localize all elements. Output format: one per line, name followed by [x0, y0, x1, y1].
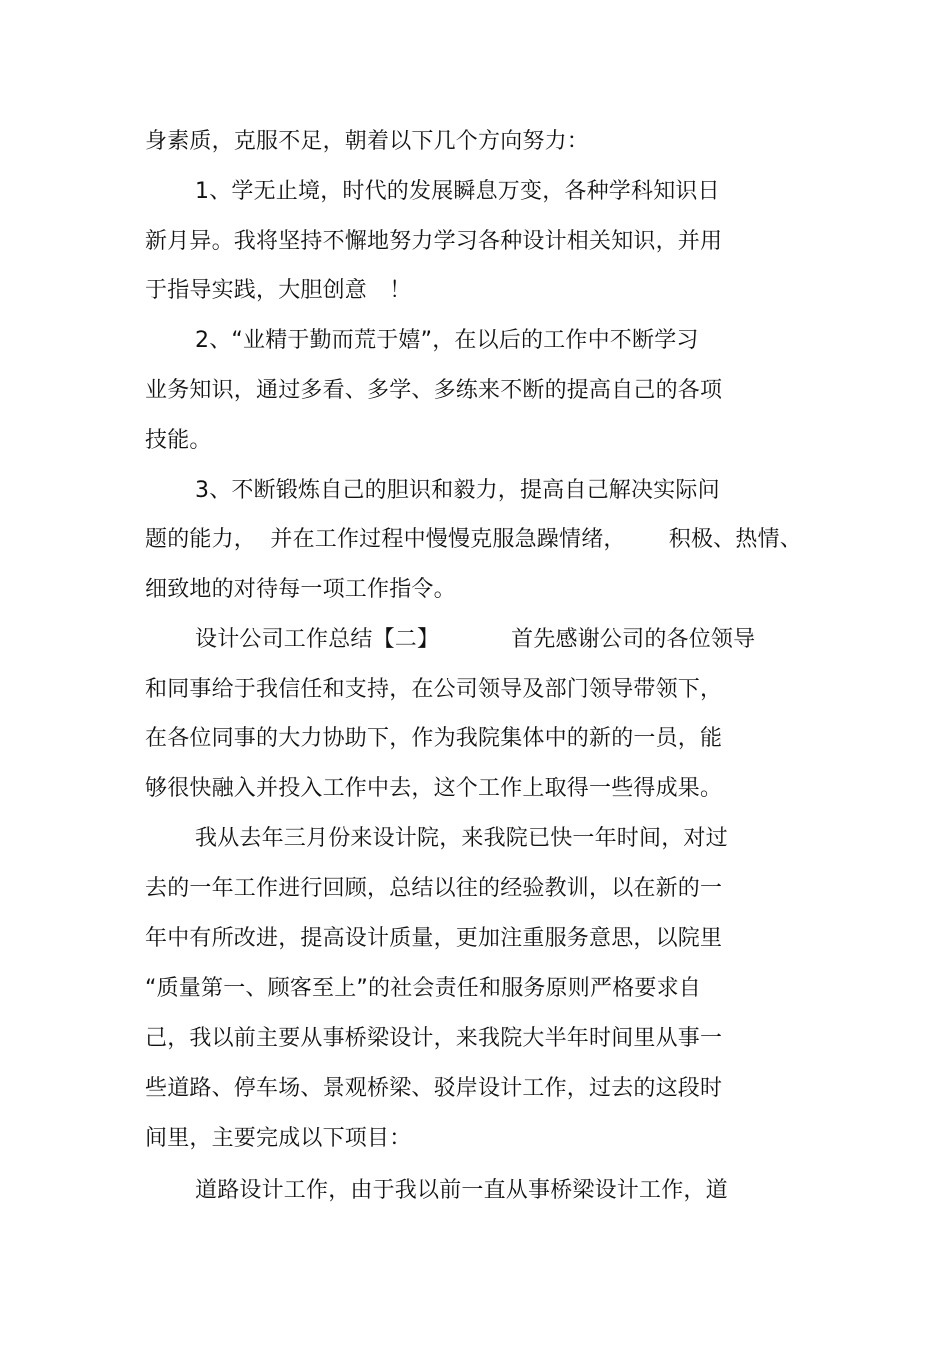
text-line: 2、“业精于勤而荒于嬉”，在以后的工作中不断学习: [195, 328, 699, 353]
text-line: 技能。: [145, 428, 212, 453]
text-line: 业务知识，通过多看、多学、多练来不断的提高自己的各项: [145, 378, 723, 403]
text-line: 间里，主要完成以下项目：: [145, 1126, 412, 1151]
text-line: 够很快融入并投入工作中去，这个工作上取得一些得成果。: [145, 776, 723, 801]
text-line: “质量第一、顾客至上”的社会责任和服务原则严格要求自: [145, 976, 701, 1001]
text-line: 题的能力， 并在工作过程中慢慢克服急躁情绪， 积极、热情、: [145, 527, 802, 552]
text-line: 道路设计工作，由于我以前一直从事桥梁设计工作，道: [195, 1178, 728, 1203]
text-line: 年中有所改进，提高设计质量，更加注重服务意思，以院里: [145, 926, 723, 951]
text-line: 我从去年三月份来设计院，来我院已快一年时间，对过: [195, 826, 728, 851]
section-heading-line: 设计公司工作总结【二】 首先感谢公司的各位领导: [195, 627, 756, 652]
text-line: 在各位同事的大力协助下，作为我院集体中的新的一员，能: [145, 726, 723, 751]
text-line: 和同事给于我信任和支持，在公司领导及部门领导带领下，: [145, 677, 723, 702]
text-line: 新月异。我将坚持不懈地努力学习各种设计相关知识，并用: [145, 229, 723, 254]
text-line: 些道路、停车场、景观桥梁、驳岸设计工作，过去的这段时: [145, 1076, 723, 1101]
text-line: 3、不断锻炼自己的胆识和毅力，提高自己解决实际问: [195, 478, 720, 503]
text-line: 细致地的对待每一项工作指令。: [145, 577, 456, 602]
text-line: 于指导实践，大胆创意 ！: [145, 278, 412, 303]
text-line: 己，我以前主要从事桥梁设计，来我院大半年时间里从事一: [145, 1026, 723, 1051]
text-line: 身素质，克服不足，朝着以下几个方向努力：: [145, 129, 590, 154]
text-line: 1、学无止境，时代的发展瞬息万变，各种学科知识日: [195, 179, 720, 204]
text-line: 去的一年工作进行回顾，总结以往的经验教训，以在新的一: [145, 876, 723, 901]
